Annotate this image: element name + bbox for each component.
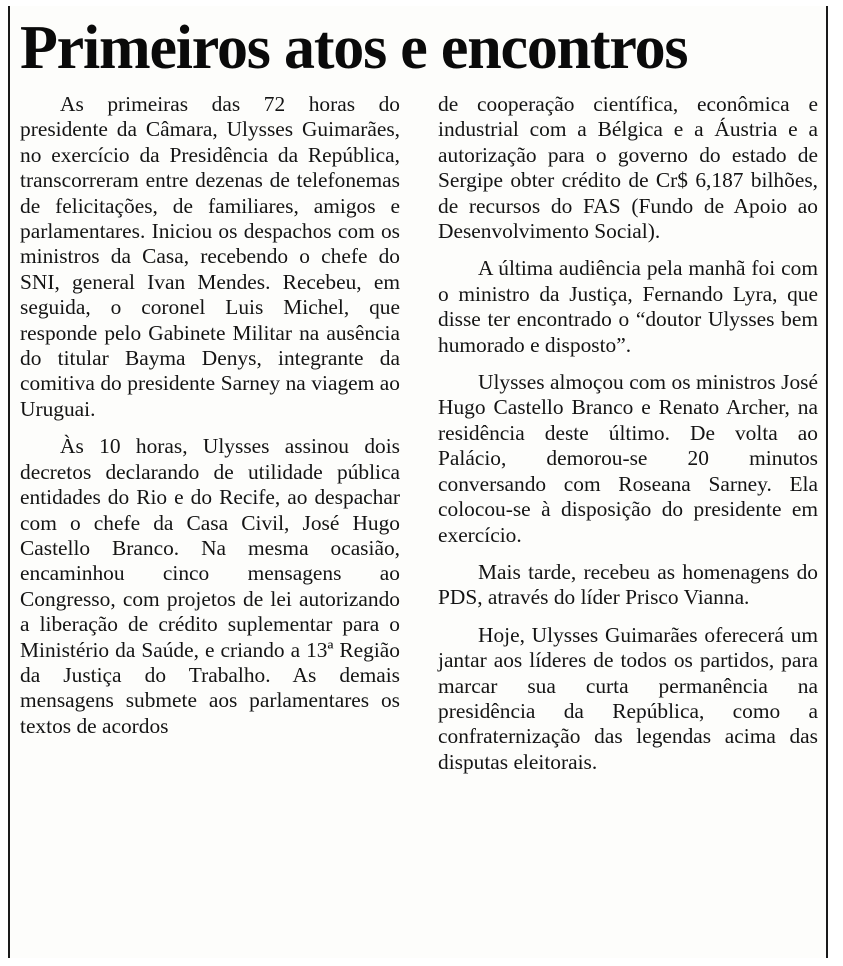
paragraph-1: As primeiras das 72 horas do presidente da Câmara, Ulysses Guimarães, no exercício da Presidência da República, transcorreram entre dezenas de telefonemas de felicitações, de familiares, amigos e parlamentares. Iniciou os despachos com os ministros da Casa, recebendo o chefe do SNI, general Ivan Mendes. Recebeu, em seguida, o coronel Luis Michel, que responde pelo Gabinete Militar na ausência do titular Bayma Denys, integrante da comitiva do presidente Sarney na viagem ao Uruguai. bbox=[20, 92, 400, 421]
paragraph-2: Às 10 horas, Ulysses assinou dois decretos declarando de utilidade pública entidades do Rio e do Recife, ao despachar com o chefe da Casa Civil, José Hugo Castello Branco. Na mesma ocasião, encaminhou cinco mensagens ao Congresso, com projetos de lei autorizando a liberação de crédito suplementar para o Ministério da Saúde, e criando a 13ª Região da Justiça do Trabalho. As demais mensagens submete aos parlamentares os textos de acordos bbox=[20, 434, 400, 738]
paragraph-5: Mais tarde, recebeu as homenagens do PDS, através do líder Prisco Vianna. bbox=[438, 559, 818, 610]
headline: Primeiros atos e encontros bbox=[20, 14, 688, 82]
article-column-right bbox=[438, 92, 818, 787]
paragraph-2-continued: de cooperação científica, econômica e industrial com a Bélgica e a Áustria e a autorização para o governo do estado de Sergipe obter crédito de Cr$ 6,187 bilhões, de recursos do FAS (Fundo de Apoio ao Desenvolvimento Social). bbox=[438, 92, 818, 244]
paragraph-6: Hoje, Ulysses Guimarães oferecerá um jantar aos líderes de todos os partidos, para marcar sua curta permanência na presidência da República, como a confraternização das legendas acima das disputas eleitorais. bbox=[438, 622, 818, 774]
paragraph-4: Ulysses almoçou com os ministros José Hugo Castello Branco e Renato Archer, na residência deste último. De volta ao Palácio, demorou-se 20 minutos conversando com Roseana Sarney. Ela colocou-se à disposição do presidente em exercício. bbox=[438, 370, 818, 547]
newspaper-clipping bbox=[8, 6, 828, 958]
paragraph-3: A última audiência pela manhã foi com o ministro da Justiça, Fernando Lyra, que disse ter encontrado o “doutor Ulysses bem humorado e disposto”. bbox=[438, 256, 818, 357]
article-column-left bbox=[20, 92, 400, 751]
